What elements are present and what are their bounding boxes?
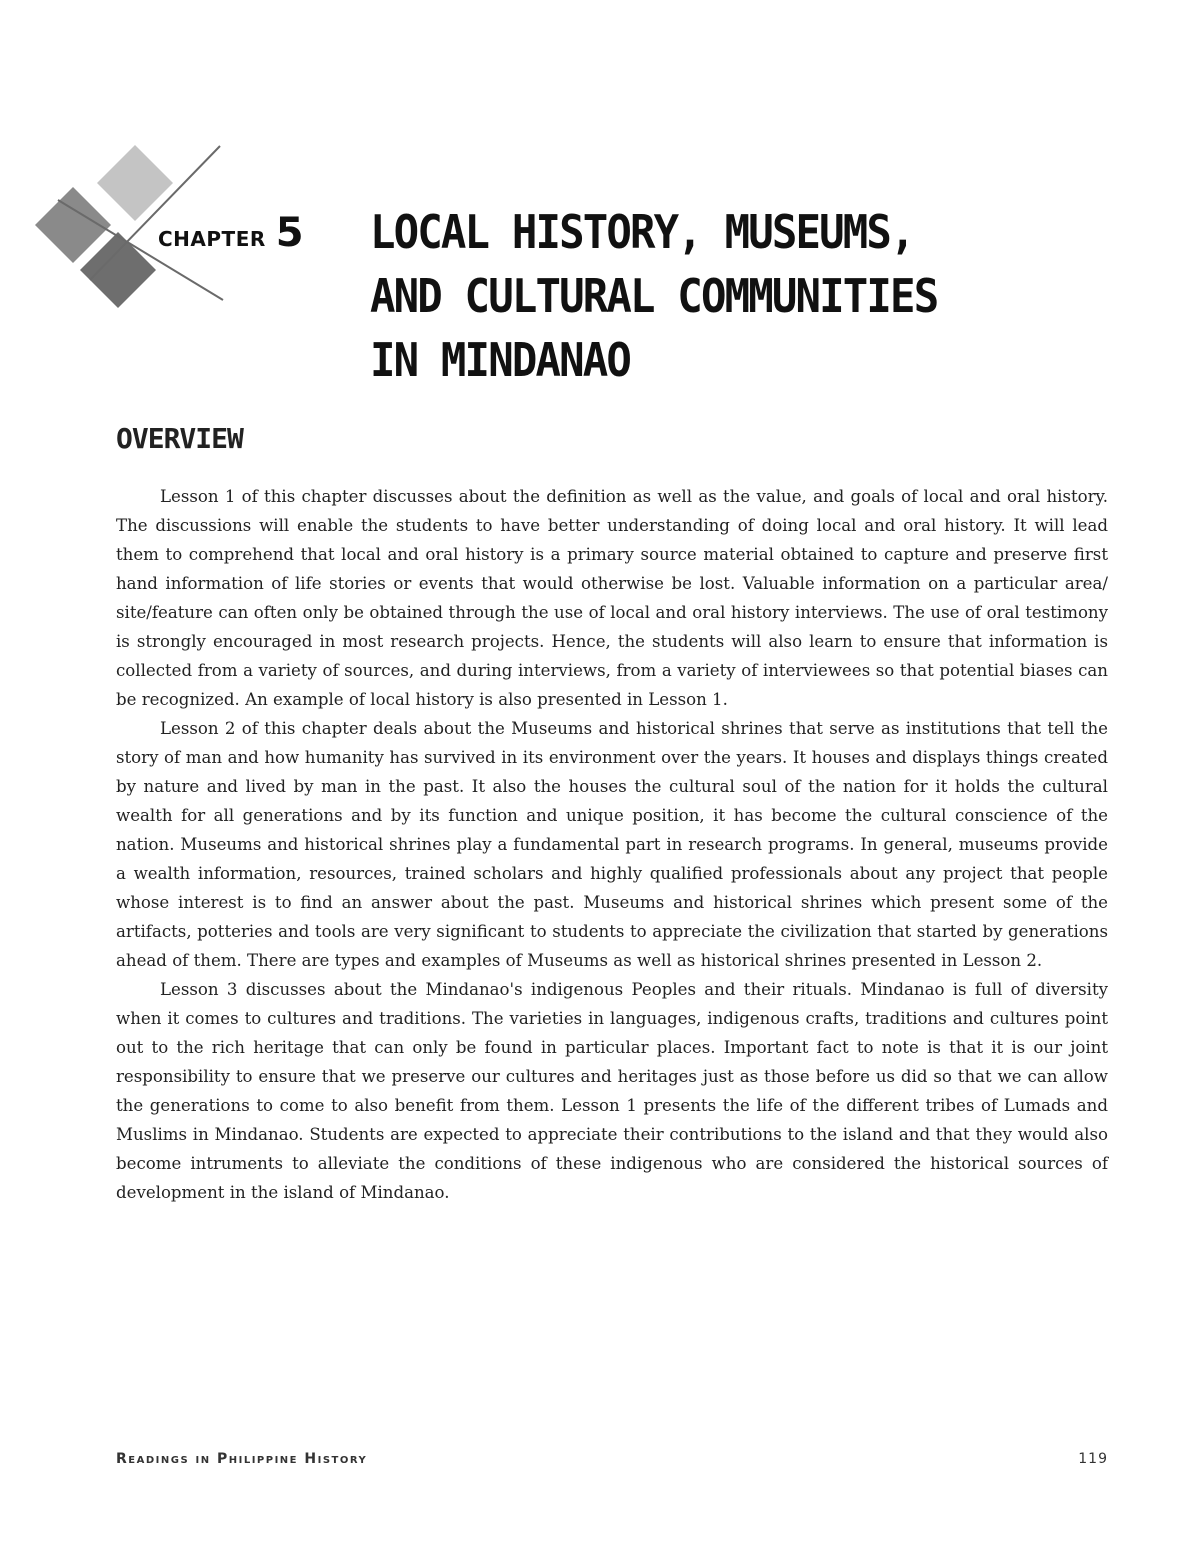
overview-paragraph: Lesson 3 discusses about the Mindanao's indigenous Peoples and their rituals. Mindanao is full of diversity when it comes to cultures and traditions. The varieties in languages, indigenous crafts, traditions and cultures point out to the rich heritage that can only be found in particular places. Important fact to note is that it is our joint responsibility to ensure that we preserve our cultures and heritages just as those before us did so that we can allow the generations to come to also benefit from them. Lesson 1 presents the life of the different tribes of Lumads and Muslims in Mindanao. Students are expected to appreciate their contributions to the island and that they would also become intruments to alleviate the conditions of these indigenous who are considered the historical sources of development in the island of Mindanao. bbox=[116, 980, 1108, 1202]
chapter-title-line: IN MINDANAO bbox=[370, 333, 631, 387]
overview-paragraph: Lesson 2 of this chapter deals about the Museums and historical shrines that serve as institutions that tell the story of man and how humanity has survived in its environment over the years. It houses and displays things created by nature and lived by man in the past. It also the houses the cultural soul of the nation for it holds the cultural wealth for all generations and by its function and unique position, it has become the cultural conscience of the nation. Museums and historical shrines play a fundamental part in research programs. In general, museums provide a wealth information, resources, trained scholars and highly qualified professionals about any project that people whose interest is to find an answer about the past. Museums and historical shrines which present some of the artifacts, potteries and tools are very significant to students to appreciate the civilization that started by generations ahead of them. There are types and examples of Museums as well as historical shrines presented in Lesson 2. bbox=[116, 719, 1108, 970]
chapter-title-line: LOCAL HISTORY, MUSEUMS, bbox=[370, 205, 914, 259]
chapter-label bbox=[158, 210, 304, 256]
overview-paragraph: Lesson 1 of this chapter discusses about the definition as well as the value, and goals of local and oral history. The discussions will enable the students to have better understanding of doing local and oral history. It will lead them to comprehend that local and oral history is a primary source material obtained to capture and preserve first hand information of life stories or events that would otherwise be lost. Valuable information on a particular area/ site/feature can often only be obtained through the use of local and oral history interviews. The use of oral testimony is strongly encouraged in most research projects. Hence, the students will also learn to ensure that information is collected from a variety of sources, and during interviews, from a variety of interviewees so that potential biases can be recognized. An example of local history is also presented in Lesson 1. bbox=[116, 487, 1108, 709]
chapter-title bbox=[370, 200, 1032, 392]
overview-heading: OVERVIEW bbox=[116, 422, 243, 455]
chapter-title-line: AND CULTURAL COMMUNITIES bbox=[370, 269, 938, 323]
overview-body bbox=[116, 482, 1108, 1207]
running-footer-title: Readings in Philippine History bbox=[116, 1451, 368, 1467]
chapter-word: CHAPTER bbox=[158, 227, 266, 251]
chapter-number: 5 bbox=[275, 210, 304, 256]
page-footer bbox=[116, 1451, 1108, 1467]
page-number: 119 bbox=[1078, 1451, 1108, 1467]
